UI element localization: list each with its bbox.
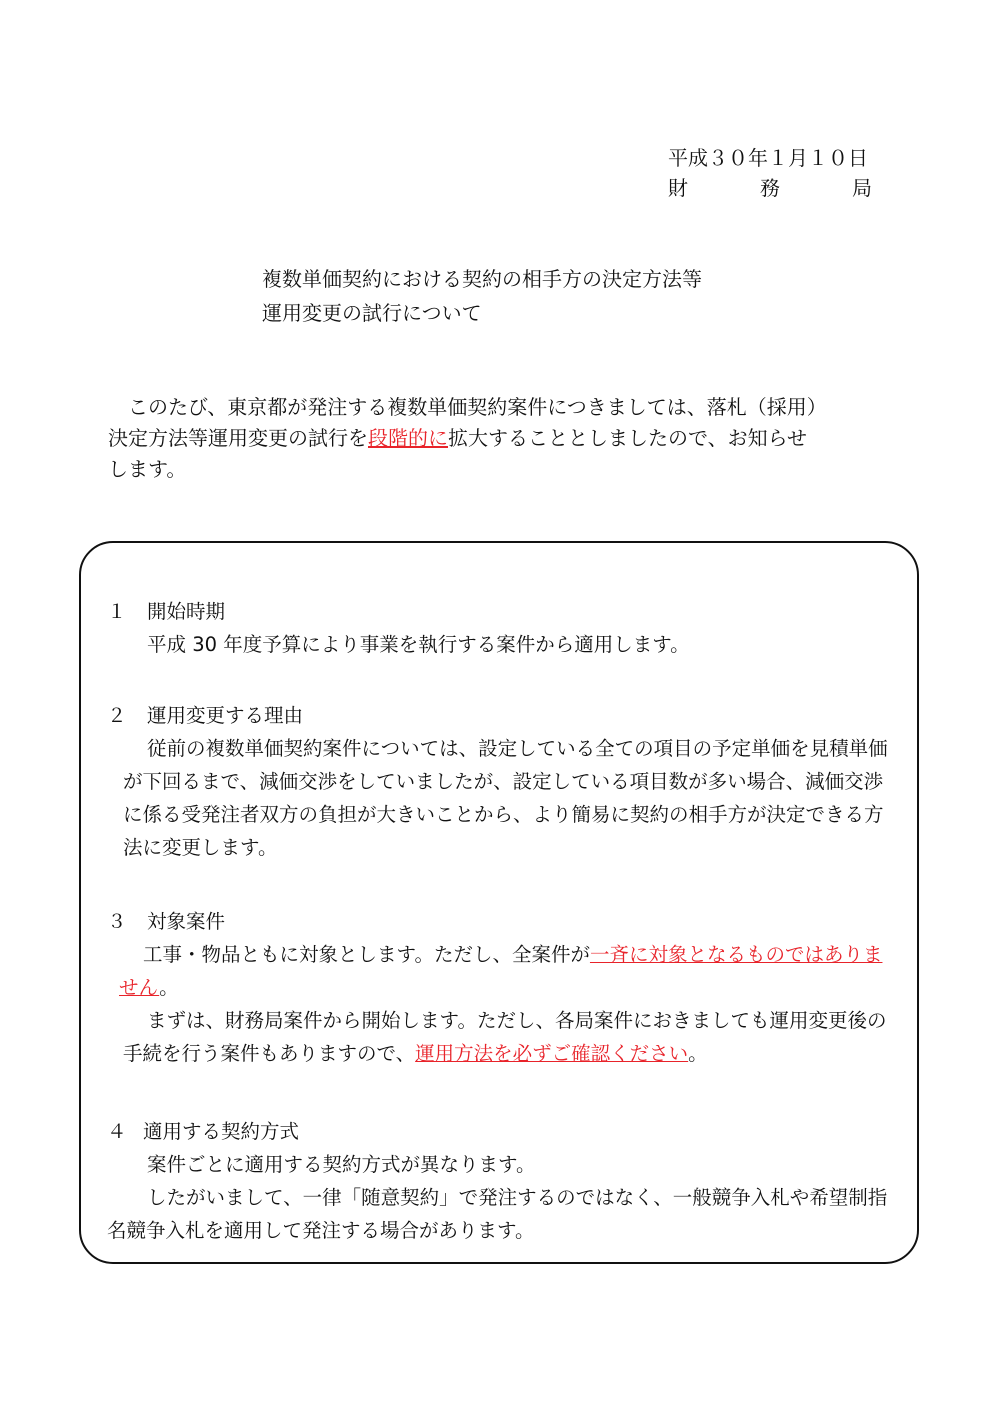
- intro-text: 拡大することとしましたので、お知らせ: [448, 426, 807, 450]
- section-heading: 運用変更する理由: [147, 704, 304, 727]
- title-line-2: 運用変更の試行について: [262, 301, 482, 325]
- issuer-char: 務: [760, 176, 780, 200]
- document-title: [262, 262, 702, 330]
- section-number: ４: [107, 1120, 127, 1143]
- section-heading: 開始時期: [147, 600, 226, 623]
- section-heading: 対象案件: [147, 910, 226, 933]
- intro-text: 決定方法等運用変更の試行を: [108, 426, 368, 450]
- content-box: [79, 541, 919, 1264]
- section-text: したがいまして、一律「随意契約」で発注するのではなく、一般競争入札や希望制指名競争入札を適用して発注する場合があります。: [107, 1186, 888, 1242]
- section-highlight: 一斉に対象となるものではありません: [119, 943, 883, 999]
- section-number: １: [107, 600, 127, 623]
- header-block: [668, 143, 872, 203]
- section-reason: [107, 699, 897, 864]
- title-line-1: 複数単価契約における契約の相手方の決定方法等: [262, 267, 702, 291]
- section-text: 。: [159, 976, 179, 999]
- section-text: まずは、財務局案件から開始します。ただし、各局案件におきましても運用変更後の手続を行う案件もありますので、: [123, 1009, 887, 1065]
- section-text: 工事・物品ともに対象とします。ただし、全案件が: [143, 943, 590, 966]
- issue-date: 平成３０年１月１０日: [668, 146, 868, 170]
- intro-paragraph: [108, 392, 888, 485]
- section-text: 。: [688, 1042, 708, 1065]
- section-highlight: 運用方法を必ずご確認ください: [415, 1042, 689, 1065]
- section-heading: 適用する契約方式: [143, 1120, 300, 1143]
- section-text: 案件ごとに適用する契約方式が異なります。: [147, 1153, 536, 1176]
- section-text: 従前の複数単価契約案件については、設定している全ての項目の予定単価を見積単価が下回るまで、減価交渉をしていましたが、設定している項目数が多い場合、減価交渉に係る受発注者双方の負担が大きいことから、より簡易に契約の相手方が決定できる方法に変更します。: [123, 737, 888, 859]
- intro-text: します。: [108, 457, 187, 481]
- section-text: 平成 30 年度予算により事業を執行する案件から適用します。: [147, 633, 690, 656]
- issuer: [668, 173, 872, 203]
- issuer-char: 財: [668, 176, 688, 200]
- section-start-date: [107, 595, 897, 661]
- issuer-char: 局: [852, 176, 872, 200]
- section-contract-method: [107, 1115, 897, 1247]
- section-target: [107, 905, 897, 1070]
- section-number: ３: [107, 910, 127, 933]
- section-paragraph: [123, 1004, 897, 1070]
- section-paragraph: [119, 938, 897, 1004]
- intro-highlight: 段階的に: [368, 426, 448, 450]
- intro-text: このたび、東京都が発注する複数単価契約案件につきましては、落札（採用）: [108, 395, 827, 419]
- section-number: ２: [107, 704, 127, 727]
